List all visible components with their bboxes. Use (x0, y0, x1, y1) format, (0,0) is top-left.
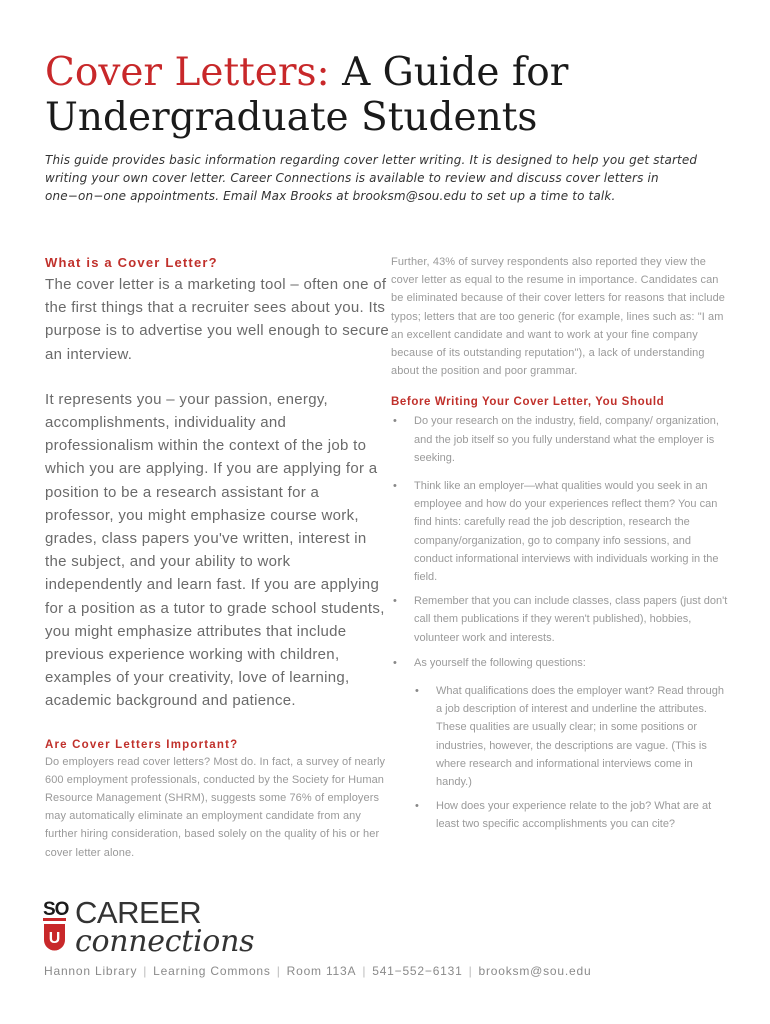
footer-email[interactable]: brooksm@sou.edu (478, 964, 592, 978)
footer-contact: Hannon Library | Learning Commons | Room 113A | 541−552−6131 | brooksm@sou.edu (44, 964, 592, 978)
list-item: • Remember that you can include classes, class papers (just don't call them publications if they weren't published), hobbies, volunteer work and interests. (391, 592, 731, 647)
section-heading-what-is: What is a Cover Letter? (45, 255, 218, 270)
page-title (45, 50, 745, 140)
left-column (45, 255, 390, 862)
advice-list (391, 412, 731, 672)
intro-paragraph: This guide provides basic information regarding cover letter writing. It is designed to help you get started writing your own cover letter. Career Connections is available to review and discuss cover letters in one−on−one appointments. Email Max Brooks at brooksm@sou.edu to set up a time to talk. (45, 153, 698, 203)
bullet-icon: • (393, 595, 397, 608)
title-main: A Guide for Undergraduate Students (45, 50, 569, 140)
what-is-paragraph: The cover letter is a marketing tool – often one of the first things that a recruiter sees about you. Its purpose is to advertise you well enough to secure an interview. (45, 276, 390, 363)
logo-so-mark: SO (43, 899, 69, 920)
represents-paragraph: It represents you – your passion, energy, accomplishments, individuality and professionalism within the context of the job to which you are applying. If you are applying for a position to be a research assistant for a professor, you might emphasize course work, grades, class papers you've written, interest in the subject, and your ability to work independently and learn fast. If you are applying for a position as a tutor to grade school students, you might emphasize attributes that include previous experience working with children, examples of your creativity, love of learning, academic background and patience. (45, 390, 385, 710)
section-heading-before-writing: Before Writing Your Cover Letter, You Should (391, 396, 665, 409)
footer-location: Hannon Library (44, 964, 138, 978)
list-item: • Think like an employer—what qualities would you seek in an employee and how do your experiences reflect them? You can find hints: carefully read the job description, research the company/organization, go to company info sessions, and conduct informational interviews with individuals working in the field. (391, 477, 731, 586)
list-item: • How does your experience relate to the job? What are at least two specific accomplishments you can cite? (413, 797, 731, 833)
survey-paragraph: Further, 43% of survey respondents also reported they view the cover letter as equal to the resume in importance. Candidates can be eliminated because of their cover letters for reasons that include typos; letters that are too generic (for example, lines such as: "I am an excellent candidate and want to work at your fine company because of its outstanding reputation"), a lack of understanding about the position and poor grammar. (391, 256, 726, 378)
footer-room: Room 113A (286, 964, 357, 978)
bullet-icon: • (415, 685, 419, 698)
question-list (413, 682, 731, 834)
right-column (391, 253, 731, 834)
important-paragraph: Do employers read cover letters? Most do. In fact, a survey of nearly 600 employment professionals, conducted by the Society for Human Resource Management (SHRM), suggests some 76% of employers may automatically eliminate an employment candidate from any further hiring consideration, based solely on the quality of his or her cover letter alone. (45, 755, 386, 859)
bullet-icon: • (415, 800, 419, 813)
list-item: • Do your research on the industry, field, company/ organization, and the job itself so you fully understand what the employer is seeking. (391, 412, 731, 467)
logo-connections-word: connections (75, 924, 255, 955)
title-highlight: Cover Letters: (45, 50, 330, 95)
bullet-icon: • (393, 480, 397, 493)
bullet-icon: • (393, 656, 397, 669)
section-heading-important: Are Cover Letters Important? (45, 738, 239, 751)
list-item: • As yourself the following questions: (391, 654, 731, 672)
footer-phone: 541−552−6131 (372, 964, 463, 978)
career-connections-logo (43, 895, 303, 955)
logo-career-word: CAREER (75, 895, 202, 930)
footer-building: Learning Commons (153, 964, 271, 978)
list-item: • What qualifications does the employer want? Read through a job description of interest and underline the attributes. These qualities are usually clear; in some positions or industries, however, the descriptions are vague. (This is where research and informational interviews come in handy.) (413, 682, 731, 791)
logo-u-mark: U (48, 930, 61, 947)
bullet-icon: • (393, 415, 397, 428)
